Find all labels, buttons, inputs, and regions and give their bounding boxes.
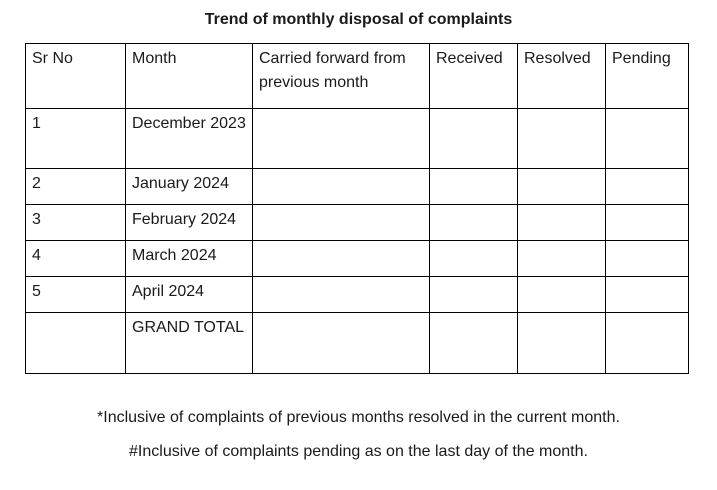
- header-carried-forward: Carried forward from previous month: [253, 44, 430, 109]
- sr-no-cell: [26, 313, 126, 374]
- carried-forward-cell: [253, 241, 430, 277]
- month-cell: April 2024: [126, 277, 253, 313]
- table-row: [26, 277, 689, 313]
- sr-no-cell: 4: [26, 241, 126, 277]
- carried-forward-cell: [253, 277, 430, 313]
- header-pending: Pending: [606, 44, 689, 109]
- received-cell: [430, 277, 518, 313]
- received-cell: [430, 241, 518, 277]
- pending-total-cell: [606, 313, 689, 374]
- month-cell: February 2024: [126, 205, 253, 241]
- received-total-cell: [430, 313, 518, 374]
- sr-no-cell: 2: [26, 169, 126, 205]
- table-row: [26, 169, 689, 205]
- header-sr-no: Sr No: [26, 44, 126, 109]
- pending-cell: [606, 241, 689, 277]
- month-cell: March 2024: [126, 241, 253, 277]
- sr-no-cell: 3: [26, 205, 126, 241]
- table-row: [26, 241, 689, 277]
- header-row: [26, 44, 689, 109]
- pending-cell: [606, 277, 689, 313]
- complaints-table: [25, 43, 689, 374]
- carried-forward-total-cell: [253, 313, 430, 374]
- resolved-cell: [518, 109, 606, 169]
- table-row: [26, 109, 689, 169]
- carried-forward-cell: [253, 205, 430, 241]
- resolved-cell: [518, 277, 606, 313]
- grand-total-label: GRAND TOTAL: [126, 313, 253, 374]
- pending-footnote: #Inclusive of complaints pending as on the last day of the month.: [129, 443, 588, 460]
- received-cell: [430, 109, 518, 169]
- sr-no-cell: 5: [26, 277, 126, 313]
- header-received: Received: [430, 44, 518, 109]
- month-cell: January 2024: [126, 169, 253, 205]
- grand-total-row: [26, 313, 689, 374]
- carried-forward-cell: [253, 109, 430, 169]
- month-cell: December 2023: [126, 109, 253, 169]
- resolved-cell: [518, 205, 606, 241]
- header-month: Month: [126, 44, 253, 109]
- resolved-footnote: *Inclusive of complaints of previous months resolved in the current month.: [97, 409, 620, 426]
- header-resolved: Resolved: [518, 44, 606, 109]
- carried-forward-cell: [253, 169, 430, 205]
- resolved-cell: [518, 241, 606, 277]
- pending-cell: [606, 109, 689, 169]
- received-cell: [430, 205, 518, 241]
- pending-cell: [606, 169, 689, 205]
- resolved-cell: [518, 169, 606, 205]
- resolved-total-cell: [518, 313, 606, 374]
- table-title: Trend of monthly disposal of complaints: [204, 11, 513, 28]
- table-row: [26, 205, 689, 241]
- pending-cell: [606, 205, 689, 241]
- received-cell: [430, 169, 518, 205]
- sr-no-cell: 1: [26, 109, 126, 169]
